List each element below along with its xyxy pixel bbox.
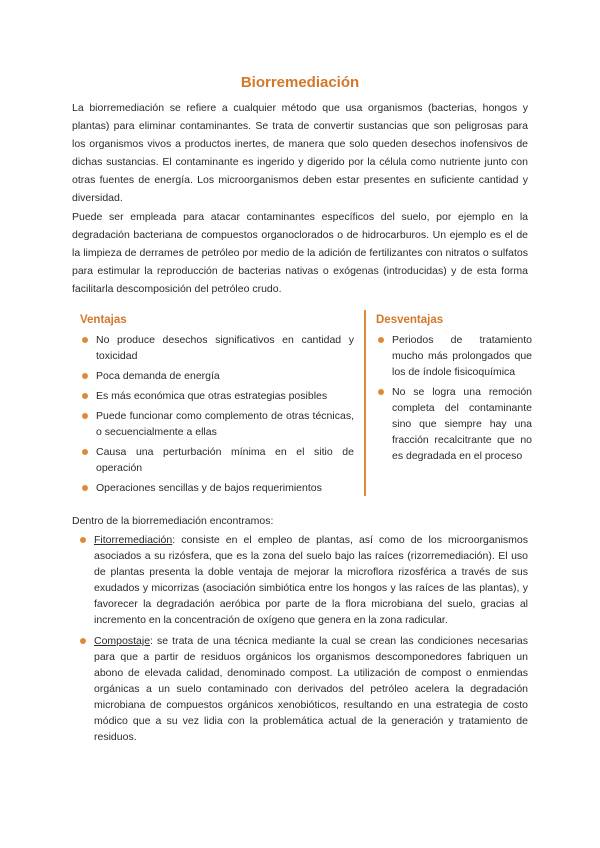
list-item: Causa una perturbación mínima en el sitio de operación	[80, 444, 354, 476]
ventajas-list	[80, 332, 354, 500]
bullet-icon	[82, 449, 88, 455]
bullet-icon	[82, 337, 88, 343]
types-intro: Dentro de la biorremediación encontramos:	[72, 515, 274, 527]
bullet-icon	[82, 393, 88, 399]
list-item: Puede funcionar como complemento de otras técnicas, o secuencialmente a ellas	[80, 408, 354, 440]
desventajas-heading: Desventajas	[376, 314, 444, 326]
term-fitorremediacion: Fitorremediación	[94, 534, 173, 546]
list-item: No produce desechos significativos en cantidad y toxicidad	[80, 332, 354, 364]
desventajas-list	[376, 332, 532, 468]
bullet-icon	[378, 337, 384, 343]
term-compostaje: Compostaje	[94, 635, 151, 647]
list-item: Operaciones sencillas y de bajos requerimientos	[80, 480, 354, 496]
bullet-icon	[82, 485, 88, 491]
page-title: Biorremediación	[240, 74, 360, 91]
list-item: Fitorremediación: consiste en el empleo de plantas, así como de los microorganismos asociados a su rizósfera, que es la zona del suelo bajo las raíces (rizorremediación). El uso de plantas presenta la doble ventaja de mejorar la microflora rizosférica a través de sus exudados y micorrizas (asociación simbiótica entre los hongos y las raíces de las plantas), y favorecer la degradación aeróbica por parte de la flora microbiana del suelo, gracias al incremento en la concentración de oxígeno que genera en la zona radicular.	[78, 532, 528, 628]
bullet-icon	[82, 413, 88, 419]
bioremediation-types-list	[78, 532, 528, 750]
bullet-icon	[80, 537, 86, 543]
list-item: Compostaje: se trata de una técnica mediante la cual se crean las condiciones necesarias para que a partir de residuos orgánicos los organismos descomponedores fabriquen un abono de elevada calidad, denominado compost. La utilización de compost o enmiendas orgánicas a un suelo contaminado con derivados del petróleo acelera la degradación microbiana de compuestos orgánicos xenobióticos, resultando en una estrategia de costo módico que a su vez lidia con la problemática actual de la generación y tratamiento de residuos.	[78, 633, 528, 745]
bullet-icon	[378, 389, 384, 395]
application-paragraph: Puede ser empleada para atacar contaminantes específicos del suelo, por ejemplo en la degradación bacteriana de compuestos organoclorados o de hidrocarburos. Un ejemplo es el de la limpieza de derrames de petróleo por medio de la adición de fertilizantes con nitratos o sulfatos para estimular la reproducción de bacterias nativas o exógenas (introducidas) y de esta forma facilitarla descomposición del petróleo crudo.	[72, 211, 528, 295]
column-divider	[364, 310, 366, 496]
list-item: Es más económica que otras estrategias posibles	[80, 388, 354, 404]
bullet-icon	[82, 373, 88, 379]
list-item: Poca demanda de energía	[80, 368, 354, 384]
list-item: Periodos de tratamiento mucho más prolongados que los de índole fisicoquímica	[376, 332, 532, 380]
bullet-icon	[80, 638, 86, 644]
intro-paragraph: La biorremediación se refiere a cualquier método que usa organismos (bacterias, hongos y plantas) para eliminar contaminantes. Se trata de convertir sustancias que son peligrosas para los organismos vivos a productos inertes, de manera que solo queden desechos inofensivos de dichas sustancias. El contaminante es ingerido y digerido por la célula como nutriente junto con otras fuentes de energía. Los microorganismos deben estar presentes en suficiente cantidad y diversidad.	[72, 102, 528, 204]
ventajas-heading: Ventajas	[80, 314, 127, 326]
list-item: No se logra una remoción completa del contaminante sino que siempre hay una fracción recalcitrante que no es degradada en el proceso	[376, 384, 532, 464]
